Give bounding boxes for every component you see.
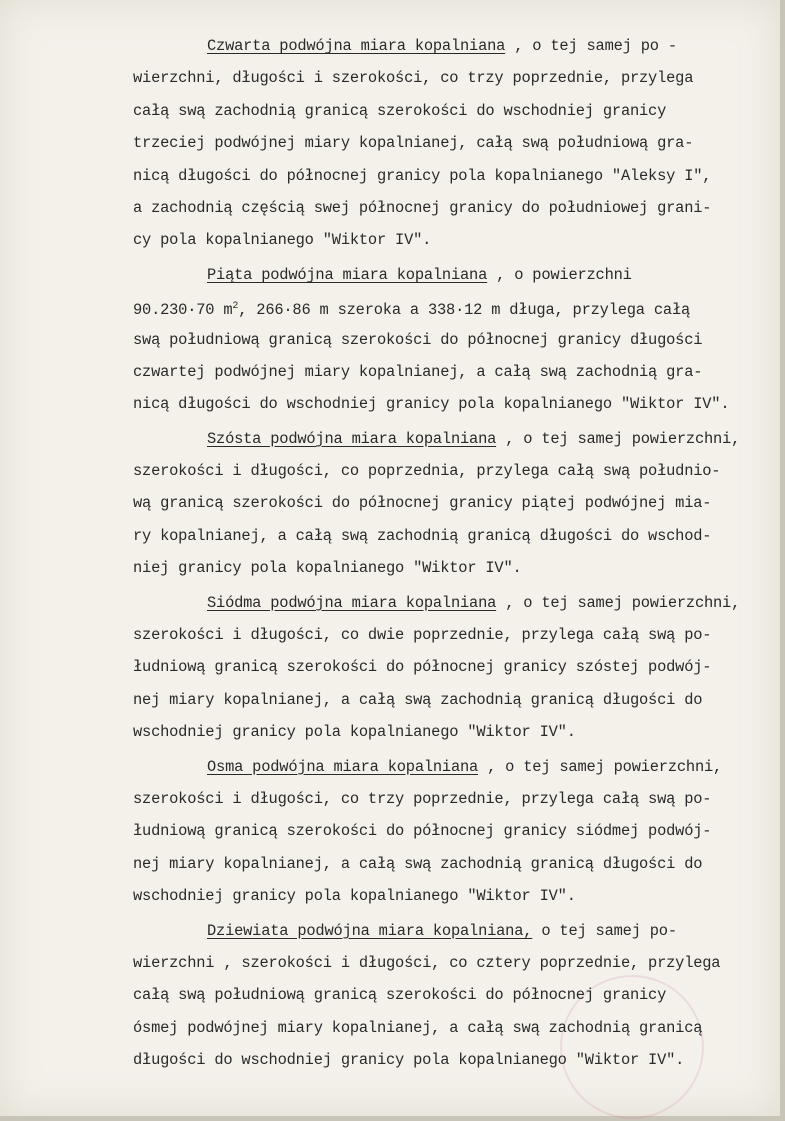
text-line: wschodniej granicy pola kopalnianego "Wiktor IV".: [133, 723, 576, 742]
area-value: 90.230·70 m: [133, 301, 233, 320]
paragraph-osma: [133, 751, 773, 913]
paragraph-dziewiata: [133, 915, 773, 1077]
text-line: cy pola kopalnianego "Wiktor IV".: [133, 231, 432, 250]
text-line: długości do wschodniej granicy pola kopalnianego "Wiktor IV".: [133, 1051, 685, 1070]
paragraph-szosta: [133, 423, 773, 585]
text-line: [133, 291, 773, 323]
text-line: wierzchni, długości i szerokości, co trzy poprzednie, przylega: [133, 69, 694, 88]
paragraph-heading: Szósta podwójna miara kopalniana: [207, 429, 497, 448]
text-line: wierzchni , szerokości i długości, co cztery poprzednie, przylega: [133, 953, 721, 972]
text-line: szerokości i długości, co trzy poprzednie, przylega całą swą po-: [133, 789, 712, 808]
text-line: nicą długości do wschodniej granicy pola kopalnianego "Wiktor IV".: [133, 395, 730, 414]
text-line: łudniową granicą szerokości do północnej granicy szóstej podwój-: [133, 658, 712, 677]
text-span: , o tej samej powierzchni,: [496, 593, 741, 612]
text-span: , o tej samej powierzchni,: [478, 757, 723, 776]
paragraph-heading: Piąta podwójna miara kopalniana: [207, 265, 488, 284]
text-line: niej granicy pola kopalnianego "Wiktor IV".: [133, 559, 522, 578]
text-line: czwartej podwójnej miary kopalnianej, a całą swą zachodnią gra-: [133, 362, 703, 381]
paragraph-czwarta: [133, 30, 773, 257]
text-line: szerokości i długości, co poprzednia, przylega całą swą południo-: [133, 462, 721, 481]
text-line: nej miary kopalnianej, a całą swą zachodnią granicą długości do: [133, 690, 703, 709]
text-line: wschodniej granicy pola kopalnianego "Wiktor IV".: [133, 887, 576, 906]
text-span: , o tej samej po -: [505, 37, 677, 55]
text-line: nej miary kopalnianej, a całą swą zachodnią granicą długości do: [133, 854, 703, 873]
text-line: całą swą zachodnią granicą szerokości do wschodniej granicy: [133, 101, 667, 120]
paragraph-heading: Dziewiata podwójna miara kopalniana,: [207, 921, 533, 940]
text-line: nicą długości do północnej granicy pola kopalnianego "Aleksy I",: [133, 166, 712, 185]
text-span: , o powierzchni: [487, 265, 632, 284]
text-line: ry kopalnianej, a całą swą zachodnią granicą długości do wschod-: [133, 526, 712, 545]
text-line: swą południową granicą szerokości do północnej granicy długości: [133, 330, 703, 349]
document-text: [133, 30, 773, 1079]
text-span: , o tej samej powierzchni,: [496, 429, 741, 448]
text-line: szerokości i długości, co dwie poprzednie, przylega całą swą po-: [133, 626, 712, 645]
area-superscript: 2: [232, 301, 239, 313]
paragraph-heading: Czwarta podwójna miara kopalniana: [207, 37, 506, 55]
text-line: ósmej podwójnej miary kopalnianej, a całą swą zachodnią granicą: [133, 1018, 703, 1037]
text-line: a zachodnią częścią swej północnej granicy do południowej grani-: [133, 198, 712, 217]
text-line: łudniową granicą szerokości do północnej granicy siódmej podwój-: [133, 822, 712, 841]
text-span: , 266·86 m szeroka a 338·12 m długa, przylega całą: [238, 301, 691, 320]
paragraph-siodma: [133, 587, 773, 749]
paragraph-heading: Osma podwójna miara kopalniana: [207, 757, 479, 776]
paragraph-heading: Siódma podwójna miara kopalniana: [207, 593, 497, 612]
text-span: o tej samej po-: [532, 921, 677, 940]
text-line: trzeciej podwójnej miary kopalnianej, całą swą południową gra-: [133, 134, 694, 153]
text-line: wą granicą szerokości do północnej granicy piątej podwójnej mia-: [133, 494, 712, 513]
paragraph-piata: [133, 259, 773, 421]
text-line: całą swą południową granicą szerokości do północnej granicy: [133, 986, 667, 1005]
